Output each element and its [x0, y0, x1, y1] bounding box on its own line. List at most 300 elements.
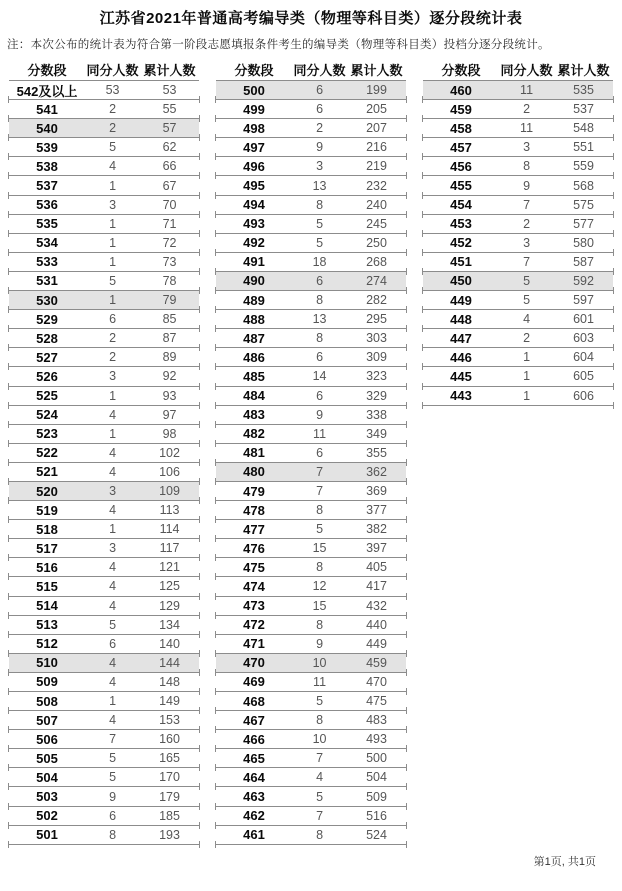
table-row — [216, 81, 406, 100]
header-cumulative-count: 累计人数 — [557, 63, 610, 78]
table-row — [216, 807, 406, 826]
same-score-count-cell: 5 — [109, 770, 117, 785]
cumulative-count-cell: 592 — [573, 273, 594, 288]
note-text: 注：本次公布的统计表为符合第一阶段志愿填报条件考生的编导类（物理等科目类）投档分逐分段统计。 — [7, 39, 550, 51]
table-row — [9, 348, 199, 367]
same-score-count-cell: 11 — [313, 674, 327, 689]
score-segment-cell: 483 — [243, 407, 265, 423]
table-row — [216, 196, 406, 215]
same-score-count-cell: 2 — [109, 331, 117, 346]
header-score-segment: 分数段 — [234, 63, 274, 78]
header-score-segment: 分数段 — [27, 63, 67, 78]
score-segment-cell: 524 — [36, 407, 58, 423]
table-row — [216, 157, 406, 176]
score-segment-cell: 488 — [243, 311, 265, 327]
score-segment-cell: 508 — [36, 693, 58, 709]
score-segment-cell: 514 — [36, 598, 58, 614]
table-row — [9, 539, 199, 558]
same-score-count-cell: 8 — [316, 560, 324, 575]
score-segment-cell: 496 — [243, 158, 265, 174]
same-score-count-cell: 1 — [109, 694, 117, 709]
same-score-count-cell: 2 — [316, 121, 324, 136]
score-segment-cell: 465 — [243, 750, 265, 766]
score-table-3 — [423, 59, 613, 406]
score-segment-cell: 463 — [243, 789, 265, 805]
cumulative-count-cell: 109 — [159, 484, 180, 499]
same-score-count-cell: 1 — [109, 522, 117, 537]
table-row — [9, 387, 199, 406]
same-score-count-cell: 1 — [109, 216, 117, 231]
same-score-count-cell: 9 — [316, 636, 324, 651]
score-segment-cell: 478 — [243, 502, 265, 518]
same-score-count-cell: 6 — [109, 312, 117, 327]
table-row — [216, 119, 406, 138]
header-cumulative-count: 累计人数 — [143, 63, 196, 78]
same-score-count-cell: 4 — [523, 312, 531, 327]
score-segment-cell: 525 — [36, 388, 58, 404]
table-row — [9, 406, 199, 425]
table-row — [216, 501, 406, 520]
same-score-count-cell: 6 — [316, 102, 324, 117]
cumulative-count-cell: 71 — [162, 216, 177, 231]
table-row — [9, 482, 199, 501]
table-row — [423, 329, 613, 348]
cumulative-count-cell: 55 — [162, 102, 177, 117]
score-segment-cell: 541 — [36, 101, 58, 117]
same-score-count-cell: 5 — [316, 694, 324, 709]
table-row — [216, 253, 406, 272]
cumulative-count-cell: 551 — [573, 140, 594, 155]
score-segment-cell: 503 — [36, 789, 58, 805]
same-score-count-cell: 2 — [109, 350, 117, 365]
table-row — [423, 310, 613, 329]
table-header — [423, 59, 613, 80]
same-score-count-cell: 4 — [109, 464, 117, 479]
table-body — [9, 80, 199, 845]
cumulative-count-cell: 338 — [366, 407, 387, 422]
score-segment-cell: 500 — [243, 82, 265, 98]
table-row — [9, 463, 199, 482]
same-score-count-cell: 1 — [109, 293, 117, 308]
table-row — [9, 826, 199, 845]
score-segment-cell: 451 — [450, 254, 472, 270]
table-row — [216, 539, 406, 558]
cumulative-count-cell: 66 — [162, 159, 177, 174]
same-score-count-cell: 8 — [316, 827, 324, 842]
score-segment-cell: 487 — [243, 330, 265, 346]
page-indicator: 第1页, 共1页 — [533, 856, 596, 868]
cumulative-count-cell: 67 — [162, 178, 177, 193]
table-row — [9, 673, 199, 692]
score-segment-cell: 528 — [36, 330, 58, 346]
cumulative-count-cell: 382 — [366, 522, 387, 537]
table-row — [9, 100, 199, 119]
cumulative-count-cell: 493 — [366, 732, 387, 747]
same-score-count-cell: 8 — [523, 159, 531, 174]
same-score-count-cell: 8 — [316, 293, 324, 308]
cumulative-count-cell: 597 — [573, 293, 594, 308]
score-segment-cell: 473 — [243, 598, 265, 614]
score-segment-cell: 501 — [36, 827, 58, 843]
cumulative-count-cell: 329 — [366, 388, 387, 403]
same-score-count-cell: 8 — [316, 713, 324, 728]
same-score-count-cell: 1 — [523, 369, 531, 384]
cumulative-count-cell: 193 — [159, 827, 180, 842]
same-score-count-cell: 7 — [109, 732, 117, 747]
same-score-count-cell: 1 — [109, 178, 117, 193]
table-row — [9, 654, 199, 673]
table-body — [216, 80, 406, 845]
table-row — [423, 119, 613, 138]
score-segment-cell: 507 — [36, 712, 58, 728]
cumulative-count-cell: 240 — [366, 197, 387, 212]
cumulative-count-cell: 89 — [162, 350, 177, 365]
same-score-count-cell: 11 — [520, 121, 534, 136]
cumulative-count-cell: 537 — [573, 102, 594, 117]
same-score-count-cell: 7 — [316, 808, 324, 823]
same-score-count-cell: 5 — [523, 293, 531, 308]
table-row — [9, 807, 199, 826]
same-score-count-cell: 4 — [316, 770, 324, 785]
same-score-count-cell: 6 — [109, 808, 117, 823]
score-segment-cell: 526 — [36, 368, 58, 384]
cumulative-count-cell: 548 — [573, 121, 594, 136]
same-score-count-cell: 9 — [109, 789, 117, 804]
score-tables-area — [0, 59, 622, 845]
table-row — [9, 425, 199, 444]
cumulative-count-cell: 568 — [573, 178, 594, 193]
score-segment-cell: 485 — [243, 368, 265, 384]
table-row — [216, 272, 406, 291]
same-score-count-cell: 6 — [316, 273, 324, 288]
table-row — [9, 253, 199, 272]
cumulative-count-cell: 53 — [162, 83, 177, 98]
score-segment-cell: 494 — [243, 197, 265, 213]
score-segment-cell: 493 — [243, 216, 265, 232]
cumulative-count-cell: 509 — [366, 789, 387, 804]
table-row — [9, 616, 199, 635]
table-header — [9, 59, 199, 80]
score-segment-cell: 458 — [450, 120, 472, 136]
same-score-count-cell: 6 — [109, 636, 117, 651]
cumulative-count-cell: 397 — [366, 541, 387, 556]
cumulative-count-cell: 349 — [366, 426, 387, 441]
table-row — [9, 196, 199, 215]
same-score-count-cell: 4 — [109, 713, 117, 728]
score-segment-cell: 461 — [243, 827, 265, 843]
table-row — [9, 310, 199, 329]
score-segment-cell: 456 — [450, 158, 472, 174]
cumulative-count-cell: 504 — [366, 770, 387, 785]
score-segment-cell: 466 — [243, 731, 265, 747]
cumulative-count-cell: 113 — [159, 503, 180, 518]
score-segment-cell: 530 — [36, 292, 58, 308]
cumulative-count-cell: 92 — [162, 369, 177, 384]
table-row — [9, 138, 199, 157]
same-score-count-cell: 4 — [109, 445, 117, 460]
same-score-count-cell: 7 — [316, 464, 324, 479]
score-segment-cell: 457 — [450, 139, 472, 155]
cumulative-count-cell: 535 — [573, 83, 594, 98]
cumulative-count-cell: 70 — [162, 197, 177, 212]
table-row — [216, 558, 406, 577]
table-row — [9, 367, 199, 386]
cumulative-count-cell: 207 — [366, 121, 387, 136]
table-row — [9, 444, 199, 463]
cumulative-count-cell: 79 — [162, 293, 177, 308]
same-score-count-cell: 15 — [312, 541, 327, 556]
score-segment-cell: 476 — [243, 540, 265, 556]
cumulative-count-cell: 559 — [573, 159, 594, 174]
same-score-count-cell: 7 — [523, 197, 531, 212]
table-row — [216, 425, 406, 444]
table-row — [216, 711, 406, 730]
same-score-count-cell: 8 — [316, 331, 324, 346]
table-row — [216, 692, 406, 711]
score-segment-cell: 520 — [36, 483, 58, 499]
cumulative-count-cell: 98 — [162, 426, 177, 441]
table-row — [423, 387, 613, 406]
table-row — [423, 272, 613, 291]
same-score-count-cell: 13 — [312, 178, 327, 193]
same-score-count-cell: 11 — [313, 426, 327, 441]
same-score-count-cell: 5 — [523, 273, 531, 288]
table-row — [216, 577, 406, 596]
table-row — [9, 501, 199, 520]
same-score-count-cell: 5 — [109, 140, 117, 155]
cumulative-count-cell: 78 — [162, 273, 177, 288]
cumulative-count-cell: 483 — [366, 713, 387, 728]
score-segment-cell: 522 — [36, 445, 58, 461]
score-segment-cell: 455 — [450, 178, 472, 194]
cumulative-count-cell: 282 — [366, 293, 387, 308]
table-row — [216, 673, 406, 692]
cumulative-count-cell: 245 — [366, 216, 387, 231]
score-table-2 — [216, 59, 406, 845]
score-segment-cell: 510 — [36, 655, 58, 671]
table-row — [9, 597, 199, 616]
score-segment-cell: 509 — [36, 674, 58, 690]
table-row — [423, 100, 613, 119]
header-same-score-count: 同分人数 — [86, 63, 139, 78]
table-row — [9, 768, 199, 787]
same-score-count-cell: 2 — [109, 121, 117, 136]
score-segment-cell: 529 — [36, 311, 58, 327]
cumulative-count-cell: 475 — [366, 694, 387, 709]
cumulative-count-cell: 117 — [159, 541, 180, 556]
score-segment-cell: 517 — [36, 540, 58, 556]
same-score-count-cell: 4 — [109, 674, 117, 689]
score-segment-cell: 489 — [243, 292, 265, 308]
score-segment-cell: 523 — [36, 426, 58, 442]
cumulative-count-cell: 73 — [162, 254, 177, 269]
score-segment-cell: 459 — [450, 101, 472, 117]
same-score-count-cell: 4 — [109, 560, 117, 575]
table-row — [423, 176, 613, 195]
score-segment-cell: 502 — [36, 808, 58, 824]
table-row — [216, 234, 406, 253]
table-header — [216, 59, 406, 80]
same-score-count-cell: 9 — [316, 407, 324, 422]
same-score-count-cell: 8 — [316, 197, 324, 212]
score-segment-cell: 527 — [36, 349, 58, 365]
same-score-count-cell: 1 — [109, 235, 117, 250]
cumulative-count-cell: 432 — [366, 598, 387, 613]
same-score-count-cell: 4 — [109, 579, 117, 594]
table-row — [423, 215, 613, 234]
score-segment-cell: 460 — [450, 82, 472, 98]
cumulative-count-cell: 205 — [366, 102, 387, 117]
cumulative-count-cell: 268 — [366, 254, 387, 269]
score-segment-cell: 542及以上 — [16, 83, 78, 99]
table-row — [216, 138, 406, 157]
score-segment-cell: 449 — [450, 292, 472, 308]
table-row — [9, 577, 199, 596]
table-row — [216, 654, 406, 673]
same-score-count-cell: 3 — [109, 197, 117, 212]
cumulative-count-cell: 57 — [162, 121, 177, 136]
same-score-count-cell: 6 — [316, 445, 324, 460]
score-segment-cell: 462 — [243, 808, 265, 824]
table-row — [216, 215, 406, 234]
same-score-count-cell: 5 — [316, 789, 324, 804]
cumulative-count-cell: 129 — [159, 598, 180, 613]
table-row — [216, 444, 406, 463]
score-segment-cell: 504 — [36, 769, 58, 785]
table-row — [216, 406, 406, 425]
table-row — [216, 730, 406, 749]
same-score-count-cell: 5 — [109, 751, 117, 766]
table-row — [423, 367, 613, 386]
table-row — [216, 768, 406, 787]
score-segment-cell: 491 — [243, 254, 265, 270]
table-row — [423, 348, 613, 367]
same-score-count-cell: 4 — [109, 407, 117, 422]
same-score-count-cell: 5 — [109, 273, 117, 288]
table-row — [9, 711, 199, 730]
cumulative-count-cell: 106 — [159, 464, 180, 479]
table-row — [423, 291, 613, 310]
score-segment-cell: 454 — [450, 197, 472, 213]
cumulative-count-cell: 85 — [162, 312, 177, 327]
cumulative-count-cell: 605 — [573, 369, 594, 384]
table-row — [9, 329, 199, 348]
same-score-count-cell: 15 — [312, 598, 327, 613]
cumulative-count-cell: 575 — [573, 197, 594, 212]
table-row — [9, 81, 199, 100]
cumulative-count-cell: 134 — [159, 617, 180, 632]
table-row — [9, 730, 199, 749]
same-score-count-cell: 18 — [312, 254, 327, 269]
same-score-count-cell: 6 — [316, 83, 324, 98]
score-segment-cell: 498 — [243, 120, 265, 136]
same-score-count-cell: 12 — [312, 579, 327, 594]
same-score-count-cell: 3 — [523, 140, 531, 155]
same-score-count-cell: 5 — [316, 216, 324, 231]
score-segment-cell: 472 — [243, 617, 265, 633]
same-score-count-cell: 2 — [523, 216, 531, 231]
score-segment-cell: 499 — [243, 101, 265, 117]
table-row — [216, 635, 406, 654]
same-score-count-cell: 10 — [312, 655, 327, 670]
same-score-count-cell: 1 — [109, 388, 117, 403]
cumulative-count-cell: 577 — [573, 216, 594, 231]
same-score-count-cell: 11 — [520, 83, 534, 98]
score-segment-cell: 448 — [450, 311, 472, 327]
header-same-score-count: 同分人数 — [500, 63, 553, 78]
score-segment-cell: 470 — [243, 655, 265, 671]
same-score-count-cell: 1 — [109, 426, 117, 441]
score-segment-cell: 495 — [243, 178, 265, 194]
table-row — [9, 558, 199, 577]
cumulative-count-cell: 114 — [159, 522, 180, 537]
score-segment-cell: 467 — [243, 712, 265, 728]
table-row — [216, 310, 406, 329]
same-score-count-cell: 10 — [312, 732, 327, 747]
score-segment-cell: 480 — [243, 464, 265, 480]
same-score-count-cell: 8 — [109, 827, 117, 842]
table-row — [216, 348, 406, 367]
cumulative-count-cell: 516 — [366, 808, 387, 823]
table-row — [216, 176, 406, 195]
same-score-count-cell: 6 — [316, 388, 324, 403]
score-segment-cell: 464 — [243, 769, 265, 785]
score-segment-cell: 513 — [36, 617, 58, 633]
score-segment-cell: 482 — [243, 426, 265, 442]
score-segment-cell: 479 — [243, 483, 265, 499]
same-score-count-cell: 2 — [109, 102, 117, 117]
cumulative-count-cell: 170 — [159, 770, 180, 785]
same-score-count-cell: 3 — [316, 159, 324, 174]
score-segment-cell: 471 — [243, 636, 265, 652]
cumulative-count-cell: 274 — [366, 273, 387, 288]
score-segment-cell: 490 — [243, 273, 265, 289]
cumulative-count-cell: 303 — [366, 331, 387, 346]
cumulative-count-cell: 219 — [366, 159, 387, 174]
score-segment-cell: 536 — [36, 197, 58, 213]
score-segment-cell: 469 — [243, 674, 265, 690]
same-score-count-cell: 8 — [316, 503, 324, 518]
table-row — [9, 635, 199, 654]
same-score-count-cell: 5 — [109, 617, 117, 632]
table-row — [423, 253, 613, 272]
score-segment-cell: 486 — [243, 349, 265, 365]
cumulative-count-cell: 362 — [366, 464, 387, 479]
cumulative-count-cell: 405 — [366, 560, 387, 575]
same-score-count-cell: 3 — [109, 541, 117, 556]
table-row — [423, 234, 613, 253]
same-score-count-cell: 1 — [523, 350, 531, 365]
cumulative-count-cell: 604 — [573, 350, 594, 365]
table-row — [216, 329, 406, 348]
table-row — [216, 367, 406, 386]
table-row — [423, 81, 613, 100]
cumulative-count-cell: 165 — [159, 751, 180, 766]
table-row — [9, 119, 199, 138]
score-segment-cell: 492 — [243, 235, 265, 251]
cumulative-count-cell: 309 — [366, 350, 387, 365]
cumulative-count-cell: 459 — [366, 655, 387, 670]
same-score-count-cell: 7 — [523, 254, 531, 269]
score-segment-cell: 447 — [450, 330, 472, 346]
cumulative-count-cell: 369 — [366, 484, 387, 499]
cumulative-count-cell: 185 — [159, 808, 180, 823]
table-row — [423, 196, 613, 215]
score-segment-cell: 540 — [36, 120, 58, 136]
score-segment-cell: 453 — [450, 216, 472, 232]
same-score-count-cell: 1 — [523, 388, 531, 403]
score-segment-cell: 497 — [243, 139, 265, 155]
